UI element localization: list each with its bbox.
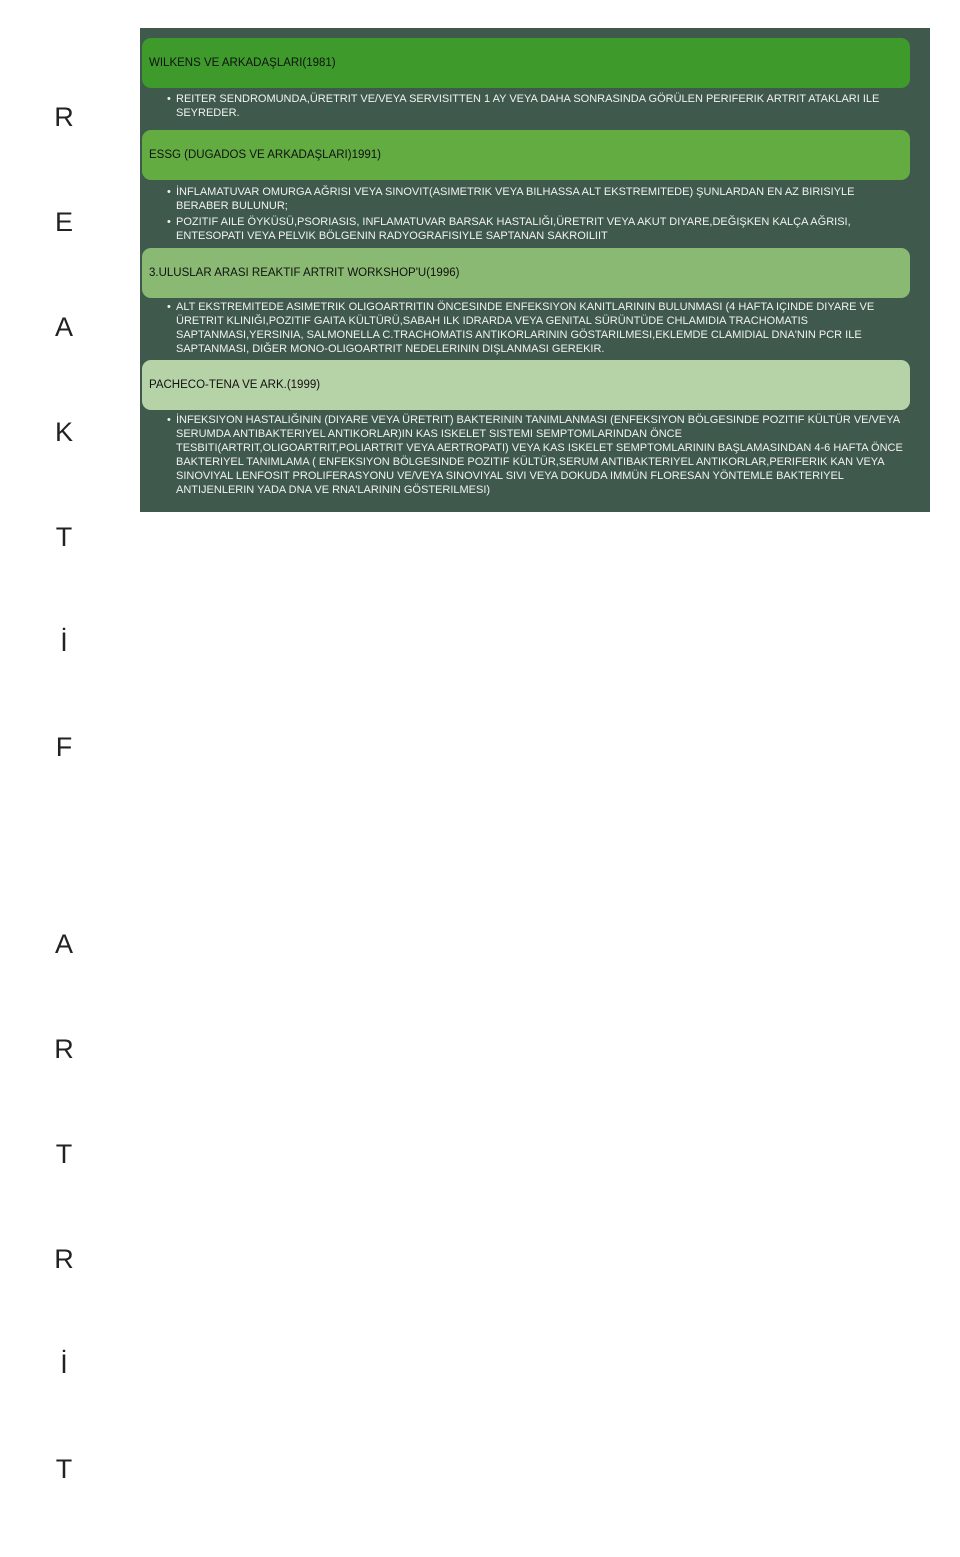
bullet-text: REITER SENDROMUNDA,ÜRETRIT VE/VEYA SERVISITTEN 1 AY VEYA DAHA SONRASINDA GÖRÜLEN PERIFERIK ARTRIT ATAKLARI ILE SEYREDER. [176,93,880,119]
title-letter: T [55,1139,73,1169]
bullet-dot: • [167,186,171,198]
title-letter: İ [60,1349,68,1379]
bullet-list-pacheco [167,413,907,499]
list-item [167,92,907,120]
vertical-title [50,30,78,1557]
title-word-gap [50,835,78,857]
bullet-dot: • [167,414,171,426]
title-letter: R [54,102,74,132]
title-letter: A [54,929,73,959]
list-item [167,300,907,356]
title-letter: R [54,1244,74,1274]
section-heading-label: 3.ULUSLAR ARASI REAKTIF ARTRIT WORKSHOP'U(1996) [149,267,460,279]
list-item [167,413,907,497]
title-letter: T [55,1454,73,1484]
bullet-list-wilkens [167,92,907,122]
title-letter: A [54,312,73,342]
bullet-list-workshop [167,300,907,358]
title-letter: F [55,732,73,762]
list-item [167,215,907,243]
title-letter: İ [60,627,68,657]
bullet-dot: • [167,216,171,228]
title-letter: R [54,1034,74,1064]
section-heading-workshop [142,248,910,298]
bullet-text: ALT EKSTREMITEDE ASIMETRIK OLIGOARTRITIN ÖNCESINDE ENFEKSIYON KANITLARININ BULUNMASI (4 HAFTA IÇINDE DIYARE VE ÜRETRIT KLINIĞI,POZITIF GAITA KÜLTÜRÜ,SABAH ILK IDRARDA VEYA GENITAL SÜRÜNTÜDE CHLAMIDIA TRACHOMATIS SAPTANMASI,YERSINIA, SALMONELLA C.TRACHOMATIS ANTIKORLARININ GÖSTARILMESI,EKLEMDE CLAMIDIAL DNA'NIN PCR ILE SAPTANMASI, DIĞER MONO-OLIGOARTRIT NEDELERININ DIŞLANMASI GEREKIR. [176,301,875,355]
bullet-text: İNFLAMATUVAR OMURGA AĞRISI VEYA SINOVIT(ASIMETRIK VEYA BILHASSA ALT EKSTREMITEDE) ŞUNLARDAN EN AZ BIRISIYLE BERABER BULUNUR; [176,186,855,212]
section-heading-wilkens [142,38,910,88]
list-item [167,185,907,213]
section-heading-essg [142,130,910,180]
section-heading-label: ESSG (DUGADOS VE ARKADAŞLARI)1991) [149,149,381,161]
section-heading-label: WILKENS VE ARKADAŞLARI(1981) [149,57,336,69]
title-letter: T [55,522,73,552]
bullet-list-essg [167,185,907,245]
title-letter: K [54,417,73,447]
section-heading-pacheco [142,360,910,410]
title-letter: E [54,207,73,237]
bullet-dot: • [167,93,171,105]
section-heading-label: PACHECO-TENA VE ARK.(1999) [149,379,321,391]
bullet-text: POZITIF AILE ÖYKÜSÜ,PSORIASIS, INFLAMATUVAR BARSAK HASTALIĞI,ÜRETRIT VEYA AKUT DIYARE,DEĞIŞKEN KALÇA AĞRISI, ENTESOPATI VEYA PELVIK BÖLGENIN RADYOGRAFISIYLE SAPTANAN SAKROILIIT [176,216,851,242]
bullet-text: İNFEKSIYON HASTALIĞININ (DIYARE VEYA ÜRETRIT) BAKTERININ TANIMLANMASI (ENFEKSIYON BÖLGESINDE POZITIF KÜLTÜR VE/VEYA SERUMDA ANTIBAKTERIYEL ANTIKORLAR)IN KAS ISKELET SISTEMI SEMPTOMLARINDAN ÖNCE TESBITI(ARTRIT,OLIGOARTRIT,POLIARTRIT VEYA AERTROPATI) VEYA KAS ISKELET SEMPTOMLARININ BAŞLAMASINDAN 4-6 HAFTA ÖNCE BAKTERIYEL TANIMLAMA ( ENFEKSIYON BÖLGESINDE POZITIF KÜLTÜR,SERUM ANTIBAKTERIYEL ANTIKORLAR,PERIFERIK KAN VEYA SINOVIYAL LENFOSIT PROLIFERASYONU VE/VEYA SINOVIYAL SIVI VEYA DOKUDA IMMÜN FLORESAN YÖNTEMLE BAKTERIYEL ANTIJENLERIN YADA DNA VE RNA'LARININ GÖSTERILMESI) [176,414,903,496]
bullet-dot: • [167,301,171,313]
